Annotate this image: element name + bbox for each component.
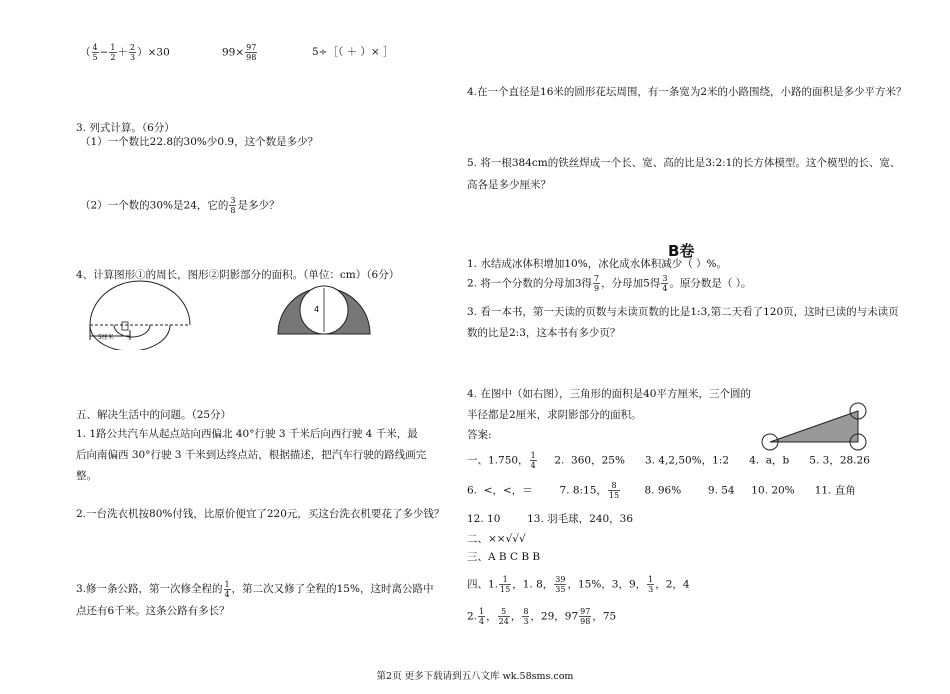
question-3-1: （1）一个数比22.8的30%少0.9，这个数是多少？ — [80, 136, 319, 148]
section-5-question-1: 1. 1路公共汽车从起点站向西偏北 40°行驶 3 千米后向西行驶 4 千米，最后向南偏西 30°行驶 3 千米到达终点站，根据描述，把汽车行驶的路线画完整。 — [76, 428, 427, 482]
figure-1-semicircles — [84, 278, 194, 350]
figure-1-label: 5厘米 — [98, 334, 114, 341]
triangle-circles-figure — [758, 398, 870, 456]
answers-line-6: 6. <，<，＝ 7. 8:15， $\frac{8}{15}$ 8. 96% 9. 54 10. 20% 11. 直角 — [467, 481, 856, 500]
section-5-question-3: 3.修一条公路，第一次修全程的 $\frac{1}{4}$ ，第二次又修了全程的15%，这时离公路中点还有6千米。这条公路有多长？ — [76, 579, 434, 617]
section-5-question-2: 2.一台洗衣机按80%付钱，比原价便宜了220元，买这台洗衣机要花了多少钱？ — [76, 508, 445, 520]
answers-section-4: 四、1. $\frac{1}{15}$ ，1. 8， $\frac{39}{35}$ ，15%，3，9， $\frac{1}{3}$ ，2，4 — [467, 575, 690, 594]
answers-section-1: 一、1.750， $\frac{1}{4}$ 2. 360，25% 3. 4,2,50%，1:2 4. a，b 5. 3，28.26 — [467, 451, 870, 470]
fraction: $\frac{97}{98}$ — [580, 607, 591, 626]
fraction: $\frac{3}{8}$ — [230, 196, 236, 215]
fraction: $\frac{1}{3}$ — [648, 575, 654, 594]
fraction: $\frac{4}{5}$ — [92, 43, 98, 62]
fraction: $\frac{1}{4}$ — [224, 579, 230, 599]
fraction: $\frac{2}{3}$ — [130, 43, 136, 62]
section-b-title: B卷 — [668, 242, 695, 260]
fraction: $\frac{97}{98}$ — [246, 43, 257, 62]
b-question-1: 1. 水结成冰体积增加10%，冰化成水体积减少（ ）%。 — [467, 258, 728, 270]
page-footer: 第2页 更多下载请到五八文库 wk.58sms.com — [376, 671, 574, 682]
answers-section-3: 三、A B C B B — [467, 551, 541, 563]
fraction: $\frac{8}{15}$ — [608, 481, 620, 500]
question-r4: 4.在一个直径是16米的圆形花坛周围，有一条宽为2米的小路围绕，小路的面积是多少平方米？ — [467, 86, 907, 98]
fraction: $\frac{1}{4}$ — [479, 607, 485, 626]
fraction: $\frac{1}{4}$ — [530, 451, 536, 470]
answers-line-12: 12. 10 13. 羽毛球，240，36 — [467, 513, 634, 525]
question-4-title: 4、计算图形①的周长，图形②阴影部分的面积。（单位：cm）（6分） — [76, 269, 400, 281]
question-3-title: 3. 列式计算。（6分） — [76, 122, 175, 134]
b-question-3: 3. 看一本书，第一天读的页数与未读页数的比是1:3,第二天看了120页，这时已读的与未读页数的比是2:3，这本书有多少页？ — [467, 306, 899, 339]
question-r5: 5. 将一根384cm的铁丝焊成一个长、宽、高的比是3:2:1的长方体模型。这个模型的长、宽、高各是多少厘米？ — [467, 157, 901, 191]
b-question-2: 2. 将一个分数的分母加3得 $\frac{7}{9}$ ，分母加5得 $\frac{3}{4}$ 。原分数是（ ）。 — [467, 274, 752, 293]
fraction: $\frac{5}{24}$ — [498, 607, 509, 626]
answers-title: 答案: — [467, 429, 492, 441]
b-question-4: 4. 在图中（如右图），三角形的面积是40平方厘米，三个圆的半径都是2厘米，求阴影部分的面积。 — [467, 388, 751, 421]
calc-expression-b: 99× $\frac{97}{98}$ — [222, 43, 257, 62]
fraction: $\frac{8}{3}$ — [523, 607, 529, 626]
question-3-2: （2）一个数的30%是24，它的 $\frac{3}{8}$ 是多少？ — [80, 196, 280, 215]
calc-expression-a: （ $\frac{4}{5}$ − $\frac{1}{2}$ ＋ $\frac{2}{3}$ ）×30 — [80, 43, 170, 62]
answers-section-4-2: 2. $\frac{1}{4}$ ， $\frac{5}{24}$ ， $\frac{8}{3}$ ，29，97 $\frac{97}{98}$ ，75 — [467, 607, 617, 626]
figure-2-label: 4 — [314, 305, 320, 314]
fraction: $\frac{39}{35}$ — [555, 575, 566, 594]
figure-2-shaded-area — [276, 280, 372, 338]
answers-section-2: 二、××√√√ — [467, 533, 526, 545]
fraction: $\frac{7}{9}$ — [594, 274, 600, 293]
fraction: $\frac{1}{2}$ — [110, 43, 116, 62]
fraction: $\frac{3}{4}$ — [662, 274, 668, 293]
calc-expression-c: 5÷［（ ＋ ）× ］ — [312, 46, 394, 58]
fraction: $\frac{1}{15}$ — [500, 575, 511, 594]
section-5-title: 五、解决生活中的问题。（25分） — [76, 409, 232, 421]
